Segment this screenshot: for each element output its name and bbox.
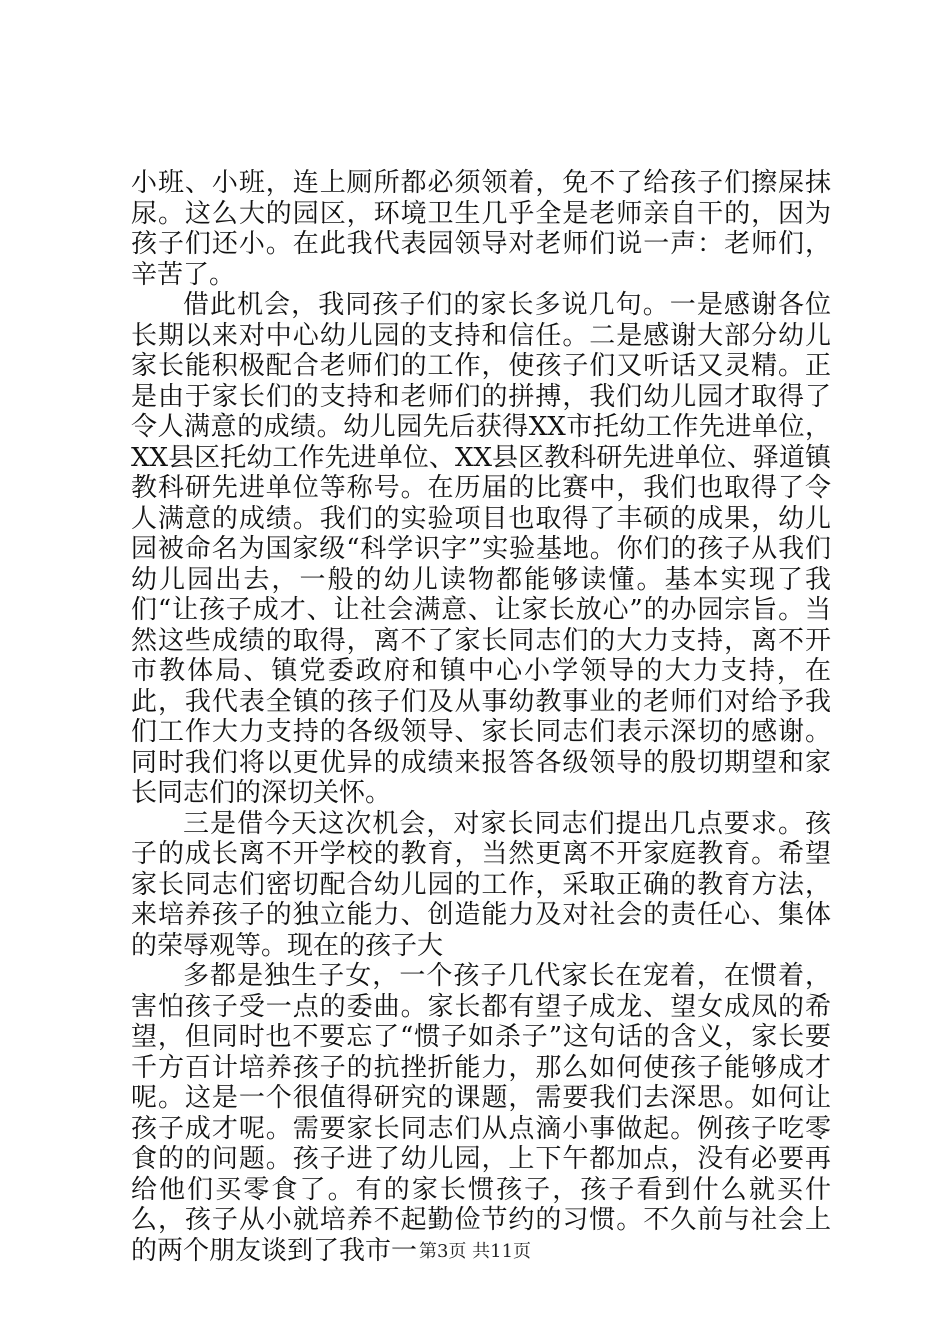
paragraph-2: 借此机会，我同孩子们的家长多说几句。一是感谢各位长期以来对中心幼儿园的支持和信任。二是感谢大部分幼儿家长能积极配合老师们的工作，使孩子们又听话又灵精。正是由于家长们的支持和老师们的拼搏，我们幼儿园才取得了令人满意的成绩。幼儿园先后获得XX市托幼工作先进单位，XX县区托幼工作先进单位、XX县区教科研先进单位、驿道镇教科研先进单位等称号。在历届的比赛中，我们也取得了令人满意的成绩。我们的实验项目也取得了丰硕的成果，幼儿园被命名为国家级“科学识字”实验基地。你们的孩子从我们幼儿园出去，一般的幼儿读物都能够读懂。基本实现了我们“让孩子成才、让社会满意、让家长放心”的办园宗旨。当然这些成绩的取得，离不了家长同志们的大力支持，离不开市教体局、镇党委政府和镇中心小学领导的大力支持，在此，我代表全镇的孩子们及从事幼教事业的老师们对给予我们工作大力支持的各级领导、家长同志们表示深切的感谢。同时我们将以更优异的成绩来报答各级领导的殷切期望和家长同志们的深切关怀。 xyxy=(131,290,831,808)
paragraph-3: 三是借今天这次机会，对家长同志们提出几点要求。孩子的成长离不开学校的教育，当然更离不开家庭教育。希望家长同志们密切配合幼儿园的工作，采取正确的教育方法，来培养孩子的独立能力、创造能力及对社会的责任心、集体的荣辱观等。现在的孩子大 xyxy=(131,808,831,961)
paragraph-1: 小班、小班，连上厕所都必须领着，免不了给孩子们擦屎抹尿。这么大的园区，环境卫生几乎全是老师亲自干的，因为孩子们还小。在此我代表园领导对老师们说一声：老师们，辛苦了。 xyxy=(131,168,831,290)
page-footer: 第3页 共11页 xyxy=(418,1241,532,1262)
document-body xyxy=(131,168,831,1266)
paragraph-4: 多都是独生子女，一个孩子几代家长在宠着，在惯着，害怕孩子受一点的委曲。家长都有望子成龙、望女成凤的希望，但同时也不要忘了“惯子如杀子”这句话的含义，家长要千方百计培养孩子的抗挫折能力，那么如何使孩子能够成才呢。这是一个很值得研究的课题，需要我们去深思。如何让孩子成才呢。需要家长同志们从点滴小事做起。例孩子吃零食的的问题。孩子进了幼儿园，上下午都加点，没有必要再给他们买零食了。有的家长惯孩子，孩子看到什么就买什么，孩子从小就培养不起勤俭节约的习惯。不久前与社会上的两个朋友谈到了我市一 xyxy=(131,961,831,1266)
